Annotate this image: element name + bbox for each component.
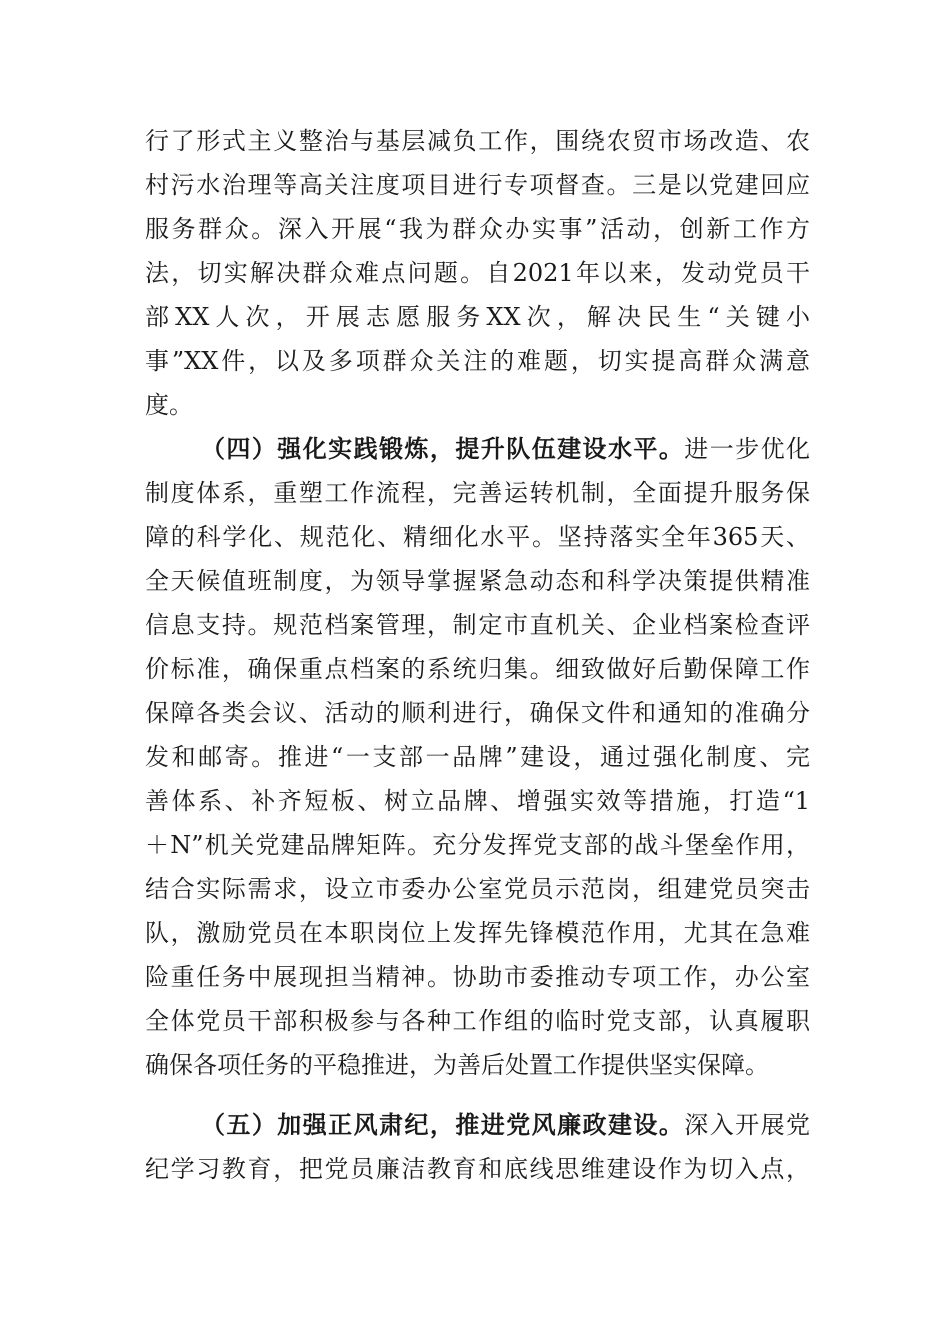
text-line: 制度体系，重塑工作流程，完善运转机制，全面提升服务保 (145, 479, 810, 507)
text-line: 障的科学化、规范化、精细化水平。坚持落实全年365天、 (145, 523, 810, 551)
text-line: 全天候值班制度，为领导掌握紧急动态和科学决策提供精准 (145, 567, 810, 595)
text-line: 信息支持。规范档案管理，制定市直机关、企业档案检查评 (145, 611, 810, 639)
section-five-first-line (201, 1103, 810, 1147)
section-five-heading: （五）加强正风肃纪，推进党风廉政建设。 (201, 1110, 685, 1139)
text-line: 事”XX件，以及多项群众关注的难题，切实提高群众满意 (145, 347, 810, 375)
text-line: 纪学习教育，把党员廉洁教育和底线思维建设作为切入点， (145, 1155, 810, 1183)
section-five-lead: 深入开展党 (684, 1111, 811, 1139)
text-line: 度。 (145, 391, 193, 419)
section-four-first-line (201, 427, 810, 471)
text-line: 结合实际需求，设立市委办公室党员示范岗，组建党员突击 (145, 875, 810, 903)
text-line: 法，切实解决群众难点问题。自2021年以来，发动党员干 (145, 259, 810, 287)
text-line: 保障各类会议、活动的顺利进行，确保文件和通知的准确分 (145, 699, 810, 727)
text-line: 队，激励党员在本职岗位上发挥先锋模范作用，尤其在急难 (145, 919, 810, 947)
text-line: 全体党员干部积极参与各种工作组的临时党支部，认真履职 (145, 1007, 810, 1035)
text-line: 服务群众。深入开展“我为群众办实事”活动，创新工作方 (145, 215, 810, 243)
text-line: 价标准，确保重点档案的系统归集。细致做好后勤保障工作 (145, 655, 810, 683)
text-line: 行了形式主义整治与基层减负工作，围绕农贸市场改造、农 (145, 127, 810, 155)
text-line: 部XX人次，开展志愿服务XX次，解决民生“关键小 (145, 303, 810, 331)
text-line: 村污水治理等高关注度项目进行专项督查。三是以党建回应 (145, 171, 810, 199)
section-four-heading: （四）强化实践锻炼，提升队伍建设水平。 (201, 434, 685, 463)
text-line: 确保各项任务的平稳推进，为善后处置工作提供坚实保障。 (145, 1051, 769, 1079)
section-four-lead: 进一步优化 (684, 435, 811, 463)
text-line: 险重任务中展现担当精神。协助市委推动专项工作，办公室 (145, 963, 810, 991)
text-line: ＋N”机关党建品牌矩阵。充分发挥党支部的战斗堡垒作用， (145, 831, 810, 859)
text-line: 善体系、补齐短板、树立品牌、增强实效等措施，打造“1 (145, 787, 810, 815)
text-line: 发和邮寄。推进“一支部一品牌”建设，通过强化制度、完 (145, 743, 810, 771)
